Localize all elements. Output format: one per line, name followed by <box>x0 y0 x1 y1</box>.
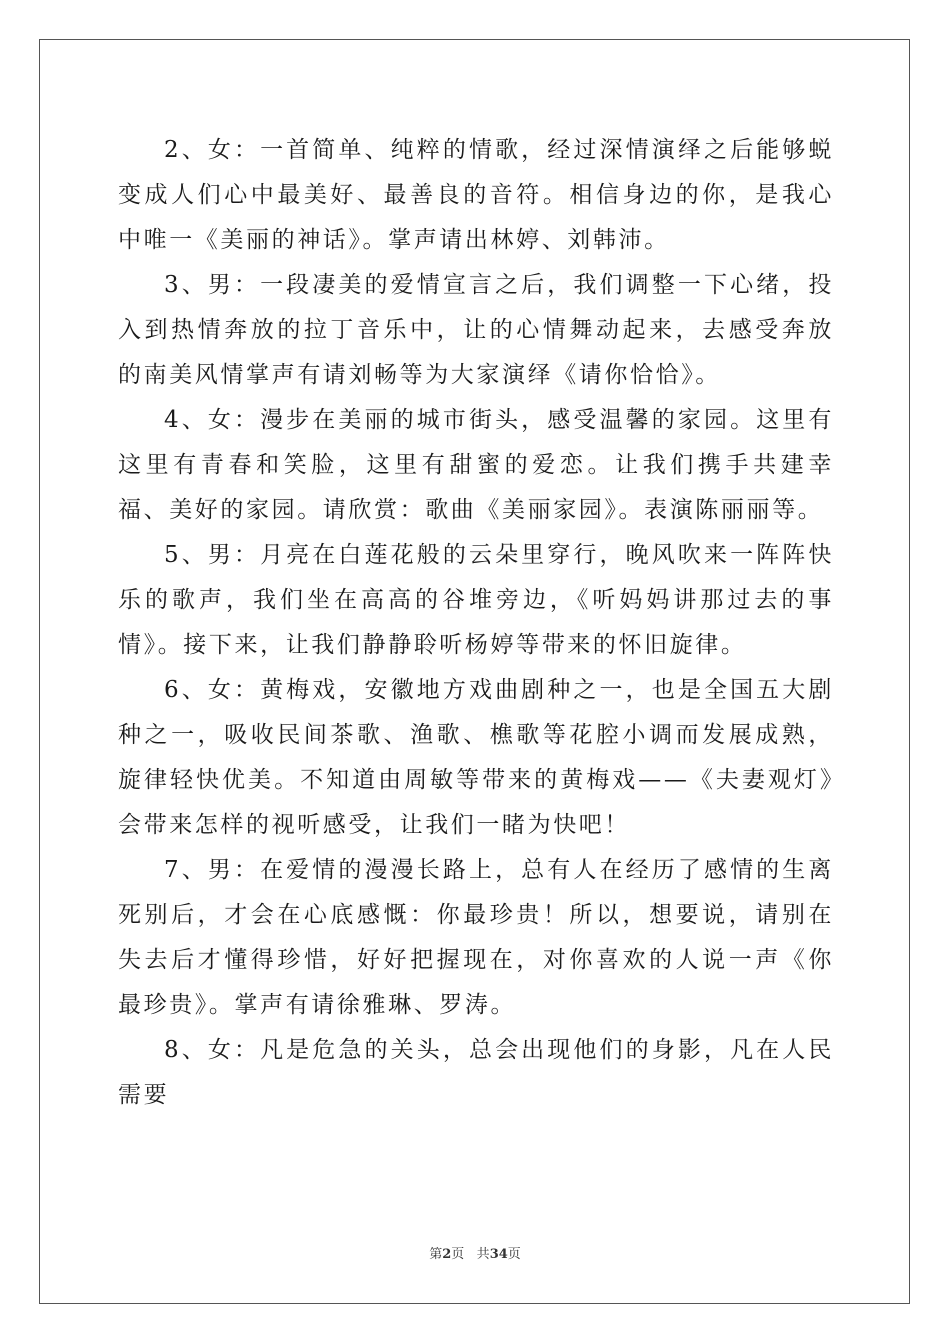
footer-total-prefix: 共 <box>476 1247 490 1262</box>
paragraph-6: 6、女：黄梅戏，安徽地方戏曲剧种之一，也是全国五大剧种之一，吸收民间茶歌、渔歌、樵歌等花腔小调而发展成熟，旋律轻快优美。不知道由周敏等带来的黄梅戏——《夫妻观灯》会带来怎样的视听感受，让我们一睹为快吧！ <box>118 677 834 838</box>
paragraph-8: 8、女：凡是危急的关头，总会出现他们的身影，凡在人民需要 <box>118 1037 834 1108</box>
page-footer <box>0 1243 950 1262</box>
footer-page-suffix: 页 <box>451 1247 465 1262</box>
paragraph-7: 7、男：在爱情的漫漫长路上，总有人在经历了感情的生离死别后，才会在心底感慨：你最珍贵！所以，想要说，请别在失去后才懂得珍惜，好好把握现在，对你喜欢的人说一声《你最珍贵》。掌声有请徐雅琳、罗涛。 <box>118 857 834 1018</box>
document-body <box>118 128 834 1118</box>
paragraph-3: 3、男：一段凄美的爱情宣言之后，我们调整一下心绪，投入到热情奔放的拉丁音乐中，让的心情舞动起来，去感受奔放的南美风情掌声有请刘畅等为大家演绎《请你恰恰》。 <box>118 272 834 388</box>
footer-prefix: 第 <box>429 1247 443 1262</box>
paragraph-2: 2、女：一首简单、纯粹的情歌，经过深情演绎之后能够蜕变成人们心中最美好、最善良的音符。相信身边的你，是我心中唯一《美丽的神话》。掌声请出林婷、刘韩沛。 <box>118 137 834 253</box>
footer-total-suffix: 页 <box>507 1247 521 1262</box>
paragraph-4: 4、女：漫步在美丽的城市街头，感受温馨的家园。这里有这里有青春和笑脸，这里有甜蜜的爱恋。让我们携手共建幸福、美好的家园。请欣赏：歌曲《美丽家园》。表演陈丽丽等。 <box>118 407 834 523</box>
footer-total-pages: 34 <box>489 1247 508 1262</box>
footer-page-number: 2 <box>442 1247 452 1262</box>
paragraph-5: 5、男：月亮在白莲花般的云朵里穿行，晚风吹来一阵阵快乐的歌声，我们坐在高高的谷堆旁边，《听妈妈讲那过去的事情》。接下来，让我们静静聆听杨婷等带来的怀旧旋律。 <box>118 542 834 658</box>
